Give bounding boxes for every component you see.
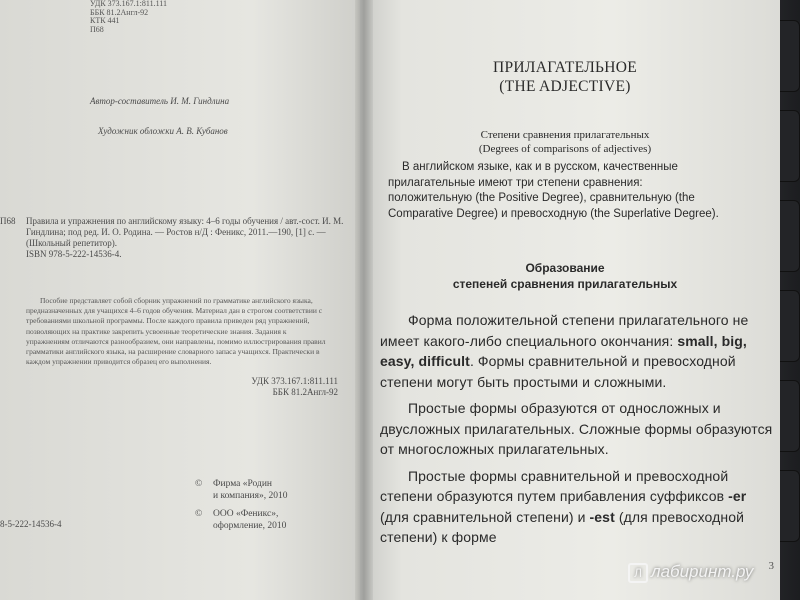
suffix: -er [728,488,747,504]
copyright-symbol: © [195,509,203,519]
left-page [0,0,360,600]
chapter-title: ПРИЛАГАТЕЛЬНОЕ (THE ADJECTIVE) [492,59,638,95]
suffix: -est [589,508,615,525]
copyright-symbol: © [195,479,203,489]
isbn-bottom: 8-5-222-14536-4 [0,519,62,529]
examples: small, big, easy, difficult [380,332,747,369]
annotation: Пособие представляет собой сборник упражнений по грамматике английского языка, предназначенных для учащихся 4–6 годов обучения. Материал дан в строгом соответствии с требованиями школьной программы. После каждого правила приведен ряд упражнений, позволяющих на практике закрепить усвоенные теоретические знания. Задания к упражнениям отличаются разнообразием, они направлены, помимо иллюстрирования правил грамматики английского языка, на расширение словарного запаса учащихся. Практически в каждом упражнении приводится образец его выполнения. [26,296,326,367]
right-page [360,0,780,600]
artist-line: Художник обложки А. В. Кубанов [98,126,228,136]
copyright-entry: © ООО «Феникс», оформление, 2010 [195,509,287,531]
paragraph: Простые формы образуются от односложных и двусложных прилагательных. Сложные формы образуются от многосложных прилагательных. [380,400,773,457]
bbk-code: ББК 81.2Англ-92 [272,387,338,397]
watermark-text: лабиринт.ру [651,562,754,581]
labirint-logo-icon: Л [628,563,648,583]
biblio-text: Правила и упражнения по английскому языку: 4–6 годы обучения / авт.-сост. И. М. Гиндлина; под ред. И. О. Родина. — Ростов н/Д : Феникс, 2011.—190, [1] с. —(Школьный репетитор). [26,216,344,248]
classification-codes [251,376,338,398]
copyright-block [195,478,288,532]
biblio-isbn: ISBN 978-5-222-14536-4. [26,249,122,259]
udk-code: УДК 373.167.1:811.111 [251,376,338,386]
page-number: 3 [768,560,774,572]
watermark [628,562,753,583]
paragraph: Форма положительной степени прилагательного не имеет какого-либо специального окончания: small, big, easy, difficult. Формы сравнительной и превосходной степени могут быть простыми и сложными. [380,312,749,390]
section-subtitle: Степени сравнения прилагательных (Degrees of comparisons of adjectives) [478,129,652,155]
book-gutter [355,0,373,600]
bibliographic-record [0,216,345,260]
author-line: Автор-составитель И. М. Гиндлина [90,96,230,106]
copyright-entry: © Фирма «Родин и компания», 2010 [195,479,288,501]
subsection-heading: Образование степеней сравнения прилагательных [452,261,678,291]
body-text [380,310,775,554]
intro-paragraph: В английском языке, как и в русском, качественные прилагательные имеют три степени сравнения: положительную (the Positive Degree), сравнительную (the Comparative Degree) и превосходную (the Superlative Degree). [388,161,719,220]
biblio-code: П68 [0,216,16,226]
paragraph: Простые формы сравнительной и превосходной степени образуются путем прибавления суффиксов -er (для сравнительной степени) и -est (для превосходной степени) к форме [380,467,747,545]
top-classification-codes: УДК 373.167.1:811.111 ББК 81.2Англ-92 КТК 441 П68 [90,0,167,34]
